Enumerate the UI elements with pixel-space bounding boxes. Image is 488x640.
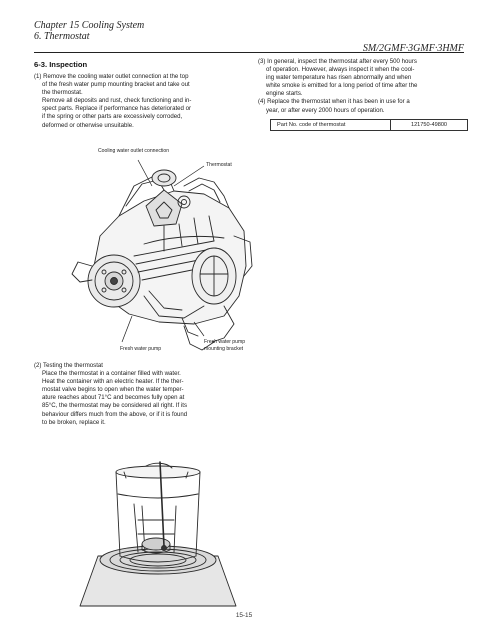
inspection-step1-line2: of the fresh water pump mounting bracket and take out xyxy=(42,81,190,89)
testing-line8: to be broken, replace it. xyxy=(42,418,106,426)
label-bracket-line2: mounting bracket xyxy=(204,346,244,352)
inspection-step3-line3: ing water temperature has risen abnormally and when xyxy=(266,74,412,82)
inspection-step1-line3: the thermostat. xyxy=(42,89,83,97)
testing-line5: ature reaches about 71°C and becomes fully open at xyxy=(42,394,185,402)
testing-section xyxy=(34,362,242,427)
part-number-table xyxy=(270,119,468,131)
testing-line6: 85°C, the thermostat may be considered all right. If its xyxy=(42,402,188,410)
testing-line1: (2) Testing the thermostat xyxy=(34,362,103,369)
inspection-step1-line6: if the spring or other parts are excessively corroded, xyxy=(42,113,183,121)
label-thermostat: Thermostat xyxy=(206,162,232,168)
inspection-step3-line5: engine starts. xyxy=(266,90,303,98)
inspection-step3-line2: of operation. However, always inspect it when the cool- xyxy=(266,66,415,74)
engine-figure xyxy=(64,146,264,356)
label-outlet-connection: Cooling water outlet connection xyxy=(98,148,170,154)
part-number-value: 121750-49800 xyxy=(410,122,448,128)
testing-line3: Heat the container with an electric heater. If the ther- xyxy=(42,378,184,386)
label-fresh-water-pump: Fresh water pump xyxy=(120,346,162,352)
chapter-title: Chapter 15 Cooling System xyxy=(34,20,145,31)
inspection-step3-line1: (3) In general, inspect the thermostat after every 500 hours xyxy=(258,58,417,65)
testing-line4: mostat valve begins to open when the water temper- xyxy=(42,386,184,394)
inspection-step1-line1: (1) Remove the cooling water outlet connection at the top xyxy=(34,73,189,80)
testing-line7: behaviour differs much from the above, or if it is found xyxy=(42,410,188,418)
inspection-column-left xyxy=(34,60,244,130)
engine-illustration xyxy=(64,146,264,356)
inspection-heading: 6-3. Inspection xyxy=(34,60,88,69)
inspection-step1-line4: Remove all deposits and rust, check functioning and in- xyxy=(42,97,192,105)
inspection-column-right xyxy=(258,58,470,115)
model-code: SM/2GMF·3GMF·3HMF xyxy=(362,43,464,54)
section-title: 6. Thermostat xyxy=(34,31,90,42)
beaker-heater-illustration xyxy=(76,460,240,608)
part-number-label: Part No. code of thermostat xyxy=(271,120,391,130)
testing-line2: Place the thermostat in a container filled with water. xyxy=(42,370,181,378)
label-bracket-line1: Fresh water pump xyxy=(204,339,246,345)
thermostat-test-figure xyxy=(76,460,240,608)
inspection-step4-line2: year, or after every 2000 hours of operation. xyxy=(266,106,385,114)
inspection-step1-line7: deformed or otherwise unsuitable. xyxy=(42,121,134,129)
header-rule xyxy=(34,52,464,53)
inspection-step3-line4: white smoke is emitted for a long period of time after the xyxy=(266,82,418,90)
inspection-step4-line1: (4) Replace the thermostat when it has been in use for a xyxy=(258,98,410,106)
inspection-step1-line5: spect parts. Replace if performance has deteriorated or xyxy=(42,105,192,113)
page-number: 15-15 xyxy=(235,612,253,619)
